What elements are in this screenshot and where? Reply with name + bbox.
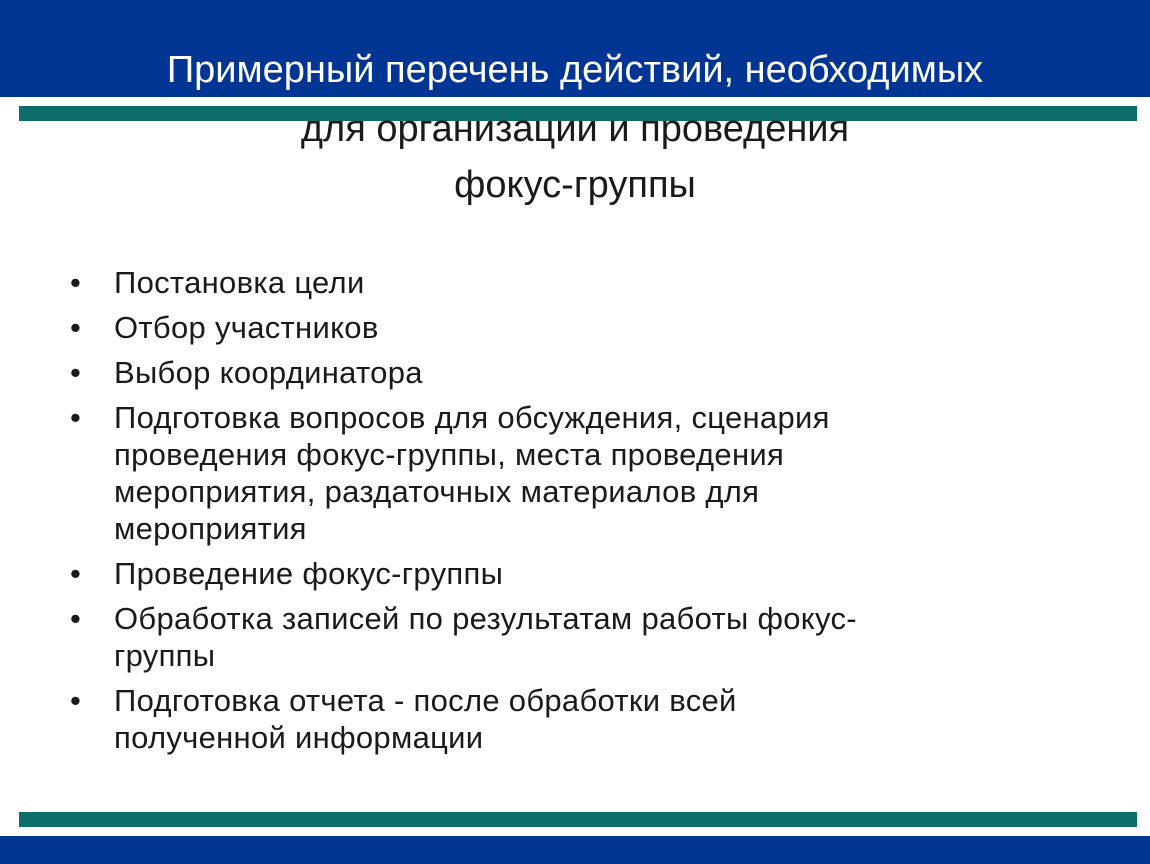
- bullet-text-line-1: Подготовка вопросов для обсуждения, сценария: [114, 400, 830, 435]
- bullet-item-processing: [60, 600, 1060, 674]
- bullet-text-line-2: полученной информации: [114, 720, 484, 755]
- bullet-list: [60, 264, 1060, 764]
- footer-band: [0, 836, 1150, 864]
- bullet-text-line-2: группы: [114, 638, 216, 673]
- bullet-item-report: [60, 682, 1060, 756]
- bullet-icon: •: [70, 265, 82, 300]
- bullet-icon: •: [70, 601, 82, 636]
- bullet-text: Отбор участников: [114, 310, 379, 345]
- bullet-item-participants: [60, 309, 1060, 346]
- bullet-icon: •: [70, 683, 82, 718]
- bullet-icon: •: [70, 355, 82, 390]
- slide-title-line-1: Примерный перечень действий, необходимых: [166, 49, 984, 91]
- bullet-icon: •: [70, 556, 82, 591]
- bullet-icon: •: [70, 400, 82, 435]
- slide-title-line-2: для организации и проведения: [300, 108, 850, 150]
- bullet-text-line-2: проведения фокус-группы, места проведения: [114, 437, 785, 472]
- bullet-text: Выбор координатора: [114, 355, 423, 390]
- bullet-icon: •: [70, 310, 82, 345]
- bullet-text-line-4: мероприятия: [114, 511, 307, 546]
- bullet-item-preparation: [60, 399, 1060, 547]
- bullet-text: Постановка цели: [114, 265, 365, 300]
- bullet-item-coordinator: [60, 354, 1060, 391]
- bullet-text-line-3: мероприятия, раздаточных материалов для: [114, 474, 760, 509]
- bullet-text-line-1: Обработка записей по результатам работы фокус-: [114, 601, 857, 636]
- bullet-item-conduct: [60, 555, 1060, 592]
- bottom-divider: [19, 812, 1137, 827]
- bullet-text: Проведение фокус-группы: [114, 556, 504, 591]
- bullet-text-line-1: Подготовка отчета - после обработки всей: [114, 683, 737, 718]
- slide-title-line-3: фокус-группы: [454, 164, 696, 206]
- bullet-item-goal: [60, 264, 1060, 301]
